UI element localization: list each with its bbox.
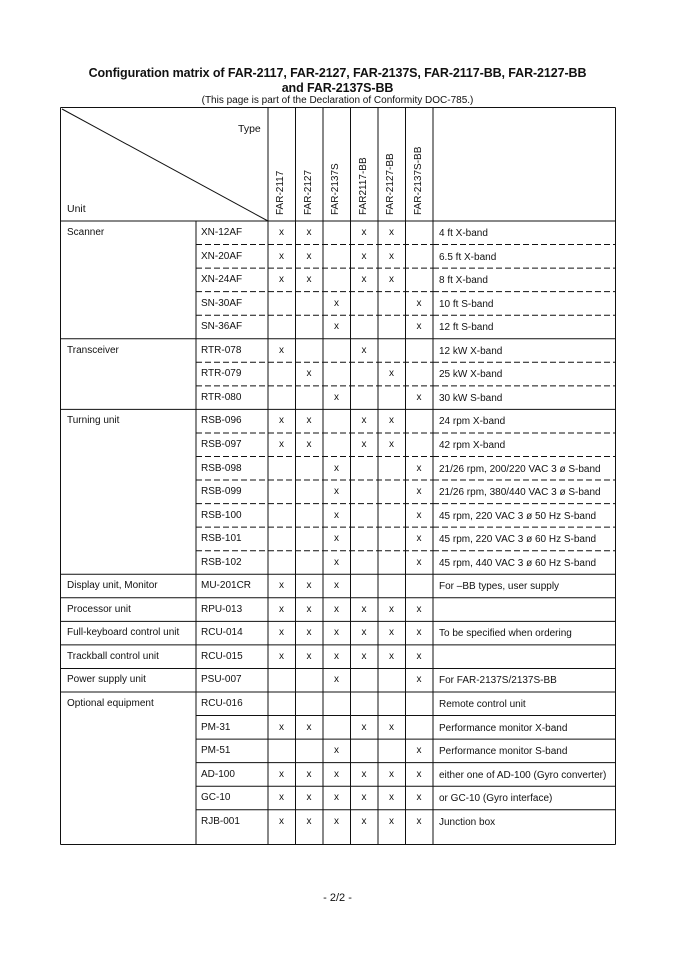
configuration-matrix [60, 107, 616, 845]
unit-model: RSB-099 [201, 486, 242, 498]
compatibility-mark: x [279, 603, 284, 615]
unit-note: To be specified when ordering [439, 628, 572, 640]
compatibility-mark: x [334, 745, 339, 757]
compatibility-mark: x [334, 603, 339, 615]
unit-group-name: Trackball control unit [67, 650, 159, 662]
unit-model: RCU-014 [201, 627, 243, 639]
unit-group-name: Turning unit [67, 415, 120, 427]
unit-model: RSB-097 [201, 438, 242, 450]
unit-model: MU-201CR [201, 580, 252, 592]
unit-note: Performance monitor X-band [439, 722, 568, 734]
compatibility-mark: x [416, 627, 422, 639]
type-column-header: FAR-2117 [275, 170, 286, 215]
compatibility-mark: x [334, 391, 339, 403]
unit-group-name: Power supply unit [67, 674, 146, 686]
compatibility-mark: x [361, 274, 367, 286]
unit-model: RSB-096 [201, 415, 242, 427]
unit-group-name: Processor unit [67, 603, 131, 615]
compatibility-mark: x [389, 274, 394, 286]
unit-model: RTR-078 [201, 344, 242, 356]
compatibility-mark: x [361, 438, 367, 450]
unit-model: RSB-098 [201, 462, 242, 474]
unit-note: 25 kW X-band [439, 369, 503, 381]
compatibility-mark: x [361, 603, 367, 615]
unit-model: RSB-102 [201, 556, 242, 568]
compatibility-mark: x [279, 250, 284, 262]
unit-model: AD-100 [201, 768, 235, 780]
unit-group-name: Full-keyboard control unit [67, 627, 180, 639]
compatibility-mark: x [334, 768, 339, 780]
compatibility-mark: x [389, 650, 394, 662]
compatibility-mark: x [389, 227, 394, 238]
compatibility-mark: x [389, 250, 394, 262]
compatibility-mark: x [416, 486, 422, 498]
unit-note: 10 ft S-band [439, 298, 494, 310]
compatibility-mark: x [389, 603, 394, 615]
unit-note: Performance monitor S-band [439, 746, 568, 758]
compatibility-mark: x [306, 603, 312, 615]
compatibility-mark: x [334, 674, 339, 686]
unit-note: 24 rpm X-band [439, 416, 506, 428]
type-column-header: FAR2117-BB [357, 157, 369, 215]
compatibility-mark: x [361, 792, 367, 804]
compatibility-mark: x [389, 415, 394, 427]
compatibility-mark: x [334, 297, 339, 309]
compatibility-mark: x [306, 792, 312, 804]
unit-group-name: Optional equipment [67, 698, 154, 709]
unit-note: 8 ft X-band [439, 275, 488, 287]
unit-note: or GC-10 (Gyro interface) [439, 793, 553, 805]
compatibility-mark: x [279, 721, 284, 733]
compatibility-mark: x [306, 627, 312, 639]
compatibility-mark: x [416, 768, 422, 780]
compatibility-mark: x [279, 344, 284, 356]
compatibility-mark: x [334, 462, 339, 474]
unit-model: RJB-001 [201, 815, 240, 827]
compatibility-mark: x [306, 438, 312, 450]
compatibility-mark: x [279, 815, 284, 827]
compatibility-mark: x [279, 415, 284, 427]
type-column-header: FAR-2127-BB [385, 153, 396, 215]
compatibility-mark: x [416, 815, 422, 827]
compatibility-mark: x [361, 721, 367, 733]
compatibility-mark: x [389, 768, 394, 780]
compatibility-mark: x [416, 556, 422, 568]
corner-type-label: Type [238, 123, 261, 135]
compatibility-mark: x [361, 627, 367, 639]
unit-note: 45 rpm, 440 VAC 3 ø 60 Hz S-band [439, 557, 597, 569]
compatibility-mark: x [334, 580, 339, 592]
unit-model: RCU-015 [201, 650, 243, 662]
compatibility-mark: x [361, 227, 367, 238]
page-title-line1: Configuration matrix of FAR-2117, FAR-2127, FAR-2137S, FAR-2117-BB, FAR-2127-BB [88, 66, 587, 80]
compatibility-mark: x [306, 368, 312, 380]
compatibility-mark: x [416, 509, 422, 521]
type-column-header: FAR-2137S-BB [412, 146, 424, 215]
compatibility-mark: x [361, 415, 367, 427]
unit-model: RSB-100 [201, 509, 242, 521]
compatibility-mark: x [361, 815, 367, 827]
compatibility-mark: x [416, 603, 422, 615]
compatibility-mark: x [389, 721, 394, 733]
compatibility-mark: x [389, 368, 394, 380]
page-subtitle: (This page is part of the Declaration of Conformity DOC-785.) [201, 95, 474, 106]
compatibility-mark: x [334, 815, 339, 827]
corner-unit-label: Unit [67, 203, 86, 215]
unit-model: PM-31 [201, 721, 231, 733]
compatibility-mark: x [361, 250, 367, 262]
unit-model: RSB-101 [201, 533, 242, 545]
unit-model: GC-10 [201, 792, 231, 804]
compatibility-mark: x [306, 815, 312, 827]
unit-group-name: Display unit, Monitor [67, 580, 158, 592]
compatibility-mark: x [416, 792, 422, 804]
compatibility-mark: x [306, 250, 312, 262]
compatibility-mark: x [361, 650, 367, 662]
unit-note: 6.5 ft X-band [439, 251, 497, 263]
unit-model: RTR-080 [201, 391, 242, 403]
compatibility-mark: x [279, 768, 284, 780]
page-number: - 2/2 - [323, 892, 352, 904]
unit-group-name: Scanner [67, 227, 105, 238]
unit-note: Junction box [439, 816, 496, 828]
compatibility-mark: x [416, 391, 422, 403]
unit-model: RPU-013 [201, 603, 243, 615]
compatibility-mark: x [334, 627, 339, 639]
compatibility-mark: x [416, 462, 422, 474]
unit-model: PM-51 [201, 745, 231, 757]
compatibility-mark: x [416, 674, 422, 686]
compatibility-mark: x [279, 650, 284, 662]
compatibility-mark: x [389, 438, 394, 450]
page-title-line2: and FAR-2137S-BB [281, 81, 394, 95]
compatibility-mark: x [361, 768, 367, 780]
compatibility-mark: x [306, 721, 312, 733]
compatibility-mark: x [389, 792, 394, 804]
compatibility-mark: x [416, 650, 422, 662]
compatibility-mark: x [389, 815, 394, 827]
unit-model: SN-30AF [201, 297, 243, 309]
compatibility-mark: x [279, 227, 284, 238]
unit-note: 30 kW S-band [439, 392, 503, 404]
compatibility-mark: x [279, 438, 284, 450]
compatibility-mark: x [306, 274, 312, 286]
unit-model: XN-12AF [201, 227, 243, 238]
unit-note: 42 rpm X-band [439, 439, 506, 451]
type-column-header: FAR-2127 [302, 169, 314, 215]
unit-model: SN-36AF [201, 321, 243, 333]
unit-note: 12 ft S-band [439, 322, 494, 334]
compatibility-mark: x [416, 321, 422, 333]
compatibility-mark: x [279, 274, 284, 286]
compatibility-mark: x [334, 486, 339, 498]
compatibility-mark: x [416, 745, 422, 757]
unit-note: 21/26 rpm, 200/220 VAC 3 ø S-band [439, 463, 601, 475]
unit-note: For FAR-2137S/2137S-BB [439, 675, 557, 687]
compatibility-mark: x [279, 792, 284, 804]
unit-note: 21/26 rpm, 380/440 VAC 3 ø S-band [439, 487, 601, 499]
unit-note: Remote control unit [439, 699, 526, 710]
unit-model: RTR-079 [201, 368, 242, 380]
compatibility-mark: x [306, 580, 312, 592]
compatibility-mark: x [306, 650, 312, 662]
unit-note: 4 ft X-band [439, 228, 488, 239]
compatibility-mark: x [361, 344, 367, 356]
unit-model: XN-24AF [201, 274, 243, 286]
compatibility-mark: x [334, 321, 339, 333]
unit-note: 12 kW X-band [439, 345, 503, 357]
compatibility-mark: x [334, 650, 339, 662]
unit-note: 45 rpm, 220 VAC 3 ø 60 Hz S-band [439, 534, 597, 546]
compatibility-mark: x [306, 227, 312, 238]
compatibility-mark: x [279, 627, 284, 639]
unit-group-name: Transceiver [67, 344, 119, 356]
compatibility-mark: x [416, 533, 422, 545]
unit-note: either one of AD-100 (Gyro converter) [439, 769, 607, 781]
compatibility-mark: x [306, 415, 312, 427]
unit-note: 45 rpm, 220 VAC 3 ø 50 Hz S-band [439, 510, 597, 522]
compatibility-mark: x [334, 509, 339, 521]
compatibility-mark: x [334, 792, 339, 804]
compatibility-mark: x [334, 556, 339, 568]
unit-note: For –BB types, user supply [439, 581, 560, 593]
compatibility-mark: x [306, 768, 312, 780]
compatibility-mark: x [416, 297, 422, 309]
unit-model: XN-20AF [201, 250, 243, 262]
compatibility-mark: x [334, 533, 339, 545]
unit-model: RCU-016 [201, 698, 243, 709]
type-column-header: FAR-2137S [330, 163, 341, 215]
compatibility-mark: x [389, 627, 394, 639]
unit-model: PSU-007 [201, 674, 242, 686]
compatibility-mark: x [279, 580, 284, 592]
